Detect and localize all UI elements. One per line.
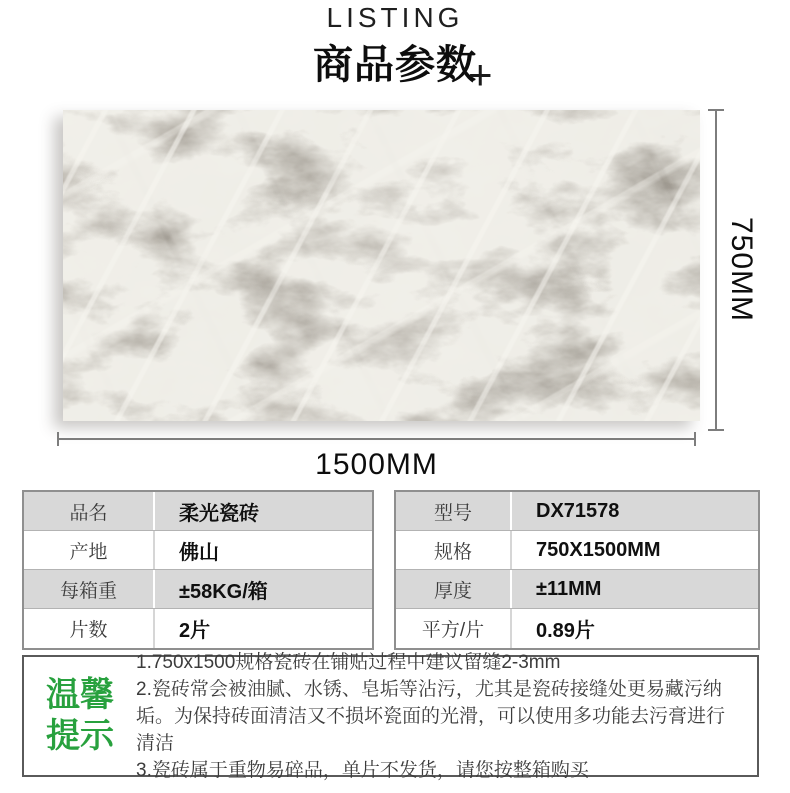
tip-item: 3.瓷砖属于重物易碎品，单片不发货，请您按整箱购买 <box>136 759 589 781</box>
page-title: 商品参数 <box>313 43 477 87</box>
table-row <box>396 531 758 570</box>
spec-label-cell: 平方/片 <box>396 609 512 648</box>
table-row <box>24 570 372 609</box>
listing-eyebrow: LISTING <box>326 2 464 33</box>
height-dimension <box>708 109 760 431</box>
tips-box <box>22 651 759 781</box>
spec-value-cell: 750X1500MM <box>536 538 661 561</box>
spec-label-cell: 品名 <box>24 492 155 530</box>
height-dimension-label: 750MM <box>725 217 758 323</box>
tip-item: 1.750x1500规格瓷砖在铺贴过程中建议留缝2-3mm <box>136 651 561 673</box>
tips-text <box>136 643 757 790</box>
table-row <box>396 570 758 609</box>
tips-title-line1: 温馨 <box>46 676 114 714</box>
table-row <box>24 492 372 531</box>
spec-table-left <box>22 490 374 650</box>
tip-item: 2.瓷砖常会被油腻、水锈、皂垢等沾污，尤其是瓷砖接缝处更易藏污纳垢。为保持砖面清洁又不损坏瓷面的光滑，可以使用多功能去污膏进行清洁 <box>136 678 726 754</box>
product-tile-image <box>63 110 700 421</box>
height-dimension-line <box>715 109 717 431</box>
width-dimension-label: 1500MM <box>315 448 438 481</box>
spec-value-cell: 柔光瓷砖 <box>179 502 259 525</box>
spec-label-cell: 片数 <box>24 609 155 648</box>
spec-label-cell: 每箱重 <box>24 570 155 608</box>
spec-label-cell: 规格 <box>396 531 512 569</box>
marble-texture <box>63 110 700 421</box>
spec-value-cell: ±58KG/箱 <box>179 580 268 603</box>
spec-value-cell: 2片 <box>179 620 211 642</box>
tips-title-line2: 提示 <box>46 717 114 755</box>
spec-label-cell: 厚度 <box>396 570 512 608</box>
spec-value-cell: 0.89片 <box>536 620 595 642</box>
spec-label-cell: 产地 <box>24 531 155 569</box>
spec-value-cell: ±11MM <box>536 577 602 600</box>
spec-table-right <box>394 490 760 650</box>
table-row <box>24 531 372 570</box>
spec-value-cell: 佛山 <box>179 541 219 564</box>
spec-value-cell: DX71578 <box>536 499 620 522</box>
width-dimension <box>57 431 696 482</box>
spec-label-cell: 型号 <box>396 492 512 530</box>
tips-title <box>24 675 136 757</box>
plus-icon: + <box>468 51 493 98</box>
table-row <box>396 492 758 531</box>
width-dimension-line <box>57 438 696 440</box>
